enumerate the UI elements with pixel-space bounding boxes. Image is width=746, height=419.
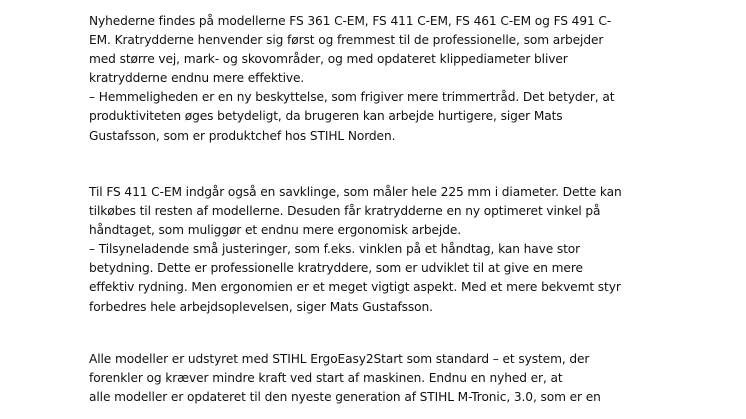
paragraph-line: – Hemmeligheden er en ny beskyttelse, som frigiver mere trimmertråd. Det betyder, at	[89, 90, 615, 105]
paragraph-ergoeasy-start	[89, 350, 689, 407]
paragraph-line: effektiv rydning. Men ergonomien er et meget vigtigt aspekt. Med et mere bekvemt styr	[89, 280, 621, 295]
paragraph-line: – Tilsyneladende små justeringer, som f.eks. vinklen på et håndtag, kan have stor	[89, 242, 581, 257]
paragraph-line: Til FS 411 C-EM indgår også en savklinge, som måler hele 225 mm i diameter. Dette kan	[89, 185, 622, 199]
paragraph-line: EM. Kratrydderne henvender sig først og fremmest til de professionelle, som arbejder	[89, 33, 604, 48]
paragraph-line: håndtaget, som muliggør et endnu mere ergonomisk arbejde.	[89, 223, 462, 238]
paragraph-line: Gustafsson, som er produktchef hos STIHL Norden.	[89, 128, 396, 143]
paragraph-line: produktiviteten øges betydeligt, da brugeren kan arbejde hurtigere, siger Mats	[89, 109, 563, 124]
paragraph-line: tilkøbes til resten af modellerne. Desuden får kratrydderne en ny optimeret vinkel på	[89, 204, 601, 219]
paragraph-models	[89, 12, 689, 146]
paragraph-line: betydning. Dette er professionelle kratryddere, som er udviklet til at give en mere	[89, 261, 583, 276]
paragraph-line: med større vej, mark- og skovområder, og med opdateret klippediameter bliver	[89, 52, 568, 67]
paragraph-line: kratrydderne endnu mere effektive.	[89, 71, 305, 86]
paragraph-saw-blade	[89, 183, 689, 317]
paragraph-line: Alle modeller er udstyret med STIHL ErgoEasy2Start som standard – et system, der	[89, 352, 590, 366]
paragraph-line: forbedres hele arbejdsoplevelsen, siger Mats Gustafsson.	[89, 299, 433, 314]
paragraph-line: forenkler og kræver mindre kraft ved start af maskinen. Endnu en nyhed er, at	[89, 371, 563, 386]
paragraph-line: Nyhederne findes på modellerne FS 361 C-EM, FS 411 C-EM, FS 461 C-EM og FS 491 C-	[89, 14, 612, 28]
paragraph-line: alle modeller er opdateret til den nyeste generation af STIHL M-Tronic, 3.0, som er en	[89, 390, 601, 405]
